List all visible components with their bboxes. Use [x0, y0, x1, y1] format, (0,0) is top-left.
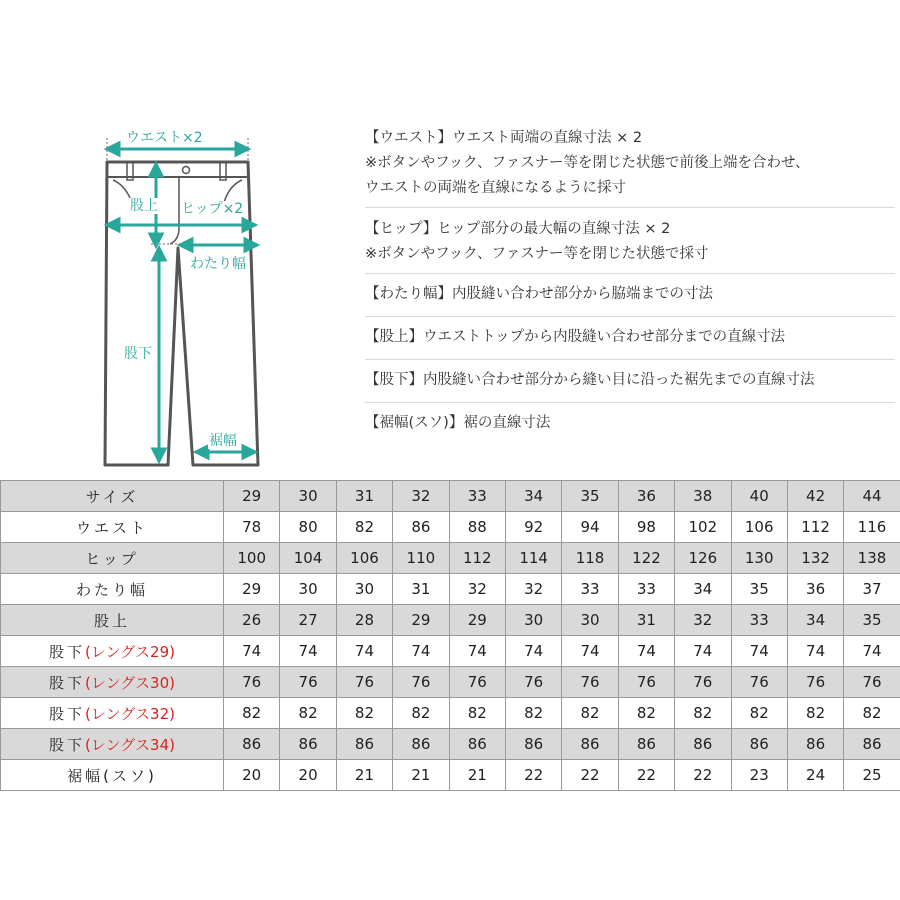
- size-table: [0, 480, 900, 791]
- table-cell: 34: [675, 574, 731, 605]
- table-cell: 106: [336, 543, 392, 574]
- row-label-cell: [1, 698, 224, 729]
- table-cell: 74: [224, 636, 280, 667]
- table-cell: 37: [844, 574, 900, 605]
- table-cell: 102: [675, 512, 731, 543]
- size-header-cell: 44: [844, 481, 900, 512]
- table-row: [1, 729, 900, 760]
- table-cell: 110: [393, 543, 449, 574]
- description-waist: [365, 122, 895, 208]
- table-cell: 132: [787, 543, 843, 574]
- table-row: [1, 605, 900, 636]
- description-hip: [365, 208, 895, 274]
- table-cell: 28: [336, 605, 392, 636]
- hip-arrowhead-right: [243, 219, 255, 231]
- table-cell: 21: [393, 760, 449, 791]
- size-header-cell: 35: [562, 481, 618, 512]
- row-label: 股下: [49, 704, 86, 723]
- table-cell: 29: [449, 605, 505, 636]
- table-cell: 82: [336, 512, 392, 543]
- table-cell: 74: [787, 636, 843, 667]
- table-cell: 33: [618, 574, 674, 605]
- table-cell: 76: [731, 667, 787, 698]
- table-cell: 31: [393, 574, 449, 605]
- table-cell: 94: [562, 512, 618, 543]
- table-cell: 76: [505, 667, 561, 698]
- size-header-cell: 32: [393, 481, 449, 512]
- size-header-cell: 33: [449, 481, 505, 512]
- row-label: 股下: [49, 673, 86, 692]
- pants-illustration: [85, 120, 285, 480]
- table-row: [1, 760, 900, 791]
- table-cell: 82: [336, 698, 392, 729]
- row-label-cell: [1, 667, 224, 698]
- table-cell: 76: [336, 667, 392, 698]
- table-cell: 76: [618, 667, 674, 698]
- table-cell: 82: [393, 698, 449, 729]
- row-label-cell: [1, 729, 224, 760]
- table-cell: 114: [505, 543, 561, 574]
- table-row: [1, 698, 900, 729]
- table-cell: 82: [449, 698, 505, 729]
- table-cell: 76: [675, 667, 731, 698]
- row-length-note: (レングス29): [85, 642, 175, 661]
- row-label-cell: [1, 636, 224, 667]
- table-cell: 34: [787, 605, 843, 636]
- table-row: [1, 543, 900, 574]
- table-cell: 32: [675, 605, 731, 636]
- table-cell: 30: [336, 574, 392, 605]
- table-row: [1, 574, 900, 605]
- table-cell: 74: [618, 636, 674, 667]
- row-label: ヒップ: [85, 549, 139, 568]
- row-length-note: (レングス30): [85, 673, 175, 692]
- table-cell: 82: [280, 698, 336, 729]
- table-cell: 76: [562, 667, 618, 698]
- table-cell: 20: [224, 760, 280, 791]
- table-cell: 27: [280, 605, 336, 636]
- table-cell: 21: [449, 760, 505, 791]
- table-cell: 130: [731, 543, 787, 574]
- table-cell: 33: [562, 574, 618, 605]
- table-cell: 86: [280, 729, 336, 760]
- waist-label: ウエスト×2: [126, 130, 203, 146]
- table-cell: 126: [675, 543, 731, 574]
- description-rise: [365, 317, 895, 360]
- table-cell: 82: [844, 698, 900, 729]
- table-cell: 86: [449, 729, 505, 760]
- table-cell: 23: [731, 760, 787, 791]
- table-cell: 74: [562, 636, 618, 667]
- table-cell: 20: [280, 760, 336, 791]
- size-header-cell: 30: [280, 481, 336, 512]
- table-cell: 25: [844, 760, 900, 791]
- thigh-arrowhead-right: [245, 239, 257, 251]
- table-cell: 98: [618, 512, 674, 543]
- table-cell: 76: [449, 667, 505, 698]
- measurement-descriptions: [365, 122, 895, 442]
- description-line: 【ヒップ】ヒップ部分の最大幅の直線寸法 × 2: [365, 221, 671, 237]
- inseam-label: 股下: [124, 346, 152, 362]
- size-header-cell: 40: [731, 481, 787, 512]
- table-cell: 86: [618, 729, 674, 760]
- row-length-note: (レングス32): [85, 704, 175, 723]
- table-cell: 112: [787, 512, 843, 543]
- table-cell: 86: [393, 729, 449, 760]
- table-cell: 33: [731, 605, 787, 636]
- table-row: [1, 667, 900, 698]
- row-length-note: (レングス34): [85, 735, 175, 754]
- table-cell: 22: [675, 760, 731, 791]
- pants-measurement-diagram: [85, 120, 285, 480]
- table-cell: 35: [731, 574, 787, 605]
- table-cell: 32: [449, 574, 505, 605]
- table-cell: 30: [562, 605, 618, 636]
- table-cell: 74: [731, 636, 787, 667]
- table-cell: 74: [449, 636, 505, 667]
- table-cell: 82: [505, 698, 561, 729]
- table-cell: 74: [280, 636, 336, 667]
- table-cell: 86: [393, 512, 449, 543]
- table-cell: 22: [505, 760, 561, 791]
- size-header-cell: 29: [224, 481, 280, 512]
- table-cell: 88: [449, 512, 505, 543]
- row-label-cell: [1, 760, 224, 791]
- table-cell: 24: [787, 760, 843, 791]
- waist-arrowhead-right: [236, 143, 248, 155]
- table-cell: 112: [449, 543, 505, 574]
- size-header-cell: 38: [675, 481, 731, 512]
- table-cell: 86: [336, 729, 392, 760]
- table-cell: 82: [224, 698, 280, 729]
- table-cell: 82: [618, 698, 674, 729]
- waist-arrowhead-left: [107, 143, 119, 155]
- rise-label: 股上: [130, 198, 158, 214]
- table-cell: 32: [505, 574, 561, 605]
- table-cell: 82: [787, 698, 843, 729]
- table-cell: 76: [280, 667, 336, 698]
- table-cell: 80: [280, 512, 336, 543]
- table-cell: 138: [844, 543, 900, 574]
- table-cell: 118: [562, 543, 618, 574]
- description-line: ※ボタンやフック、ファスナー等を閉じた状態で採寸: [365, 246, 709, 262]
- table-header-label: サイズ: [1, 481, 224, 512]
- row-label: ウエスト: [75, 518, 148, 537]
- table-cell: 86: [731, 729, 787, 760]
- description-line: ウエストの両端を直線になるように採寸: [365, 180, 626, 196]
- row-label-cell: [1, 574, 224, 605]
- table-cell: 74: [505, 636, 561, 667]
- table-cell: 26: [224, 605, 280, 636]
- row-label-cell: [1, 605, 224, 636]
- table-cell: 86: [787, 729, 843, 760]
- table-cell: 104: [280, 543, 336, 574]
- table-cell: 76: [844, 667, 900, 698]
- description-line: 【股下】内股縫い合わせ部分から縫い目に沿った裾先までの直線寸法: [365, 372, 815, 388]
- table-header-row: [1, 481, 900, 512]
- table-cell: 29: [224, 574, 280, 605]
- thigh-label: わたり幅: [190, 256, 246, 272]
- size-header-cell: 31: [336, 481, 392, 512]
- table-cell: 116: [844, 512, 900, 543]
- table-cell: 21: [336, 760, 392, 791]
- description-line: 【股上】ウエストトップから内股縫い合わせ部分までの直線寸法: [365, 329, 786, 345]
- description-line: 【ウエスト】ウエスト両端の直線寸法 × 2: [365, 130, 643, 146]
- hip-label: ヒップ×2: [181, 201, 244, 217]
- table-cell: 74: [336, 636, 392, 667]
- table-cell: 30: [280, 574, 336, 605]
- table-cell: 22: [562, 760, 618, 791]
- size-header-cell: 42: [787, 481, 843, 512]
- table-row: [1, 512, 900, 543]
- table-cell: 76: [224, 667, 280, 698]
- table-cell: 82: [675, 698, 731, 729]
- size-header-cell: 36: [618, 481, 674, 512]
- table-cell: 29: [393, 605, 449, 636]
- table-cell: 82: [562, 698, 618, 729]
- table-cell: 74: [675, 636, 731, 667]
- hem-label: 裾幅: [209, 433, 237, 449]
- table-cell: 35: [844, 605, 900, 636]
- table-cell: 74: [844, 636, 900, 667]
- table-cell: 86: [562, 729, 618, 760]
- description-line: 【裾幅(スソ)】裾の直線寸法: [365, 415, 551, 431]
- table-cell: 36: [787, 574, 843, 605]
- table-cell: 100: [224, 543, 280, 574]
- description-line: ※ボタンやフック、ファスナー等を閉じた状態で前後上端を合わせ、: [365, 155, 810, 171]
- table-cell: 86: [505, 729, 561, 760]
- row-label: 股上: [93, 611, 130, 630]
- row-label-cell: [1, 512, 224, 543]
- table-cell: 122: [618, 543, 674, 574]
- row-label: 股下: [49, 642, 86, 661]
- row-label: 股下: [49, 735, 86, 754]
- description-line: 【わたり幅】内股縫い合わせ部分から脇端までの寸法: [365, 286, 713, 302]
- description-hem: [365, 403, 895, 442]
- table-row: [1, 636, 900, 667]
- table-cell: 78: [224, 512, 280, 543]
- description-thigh: [365, 274, 895, 317]
- table-cell: 76: [787, 667, 843, 698]
- table-cell: 74: [393, 636, 449, 667]
- row-label: わたり幅: [75, 580, 148, 599]
- size-header-cell: 34: [505, 481, 561, 512]
- table-cell: 76: [393, 667, 449, 698]
- table-cell: 31: [618, 605, 674, 636]
- table-cell: 86: [844, 729, 900, 760]
- table-cell: 86: [224, 729, 280, 760]
- row-label-cell: [1, 543, 224, 574]
- table-cell: 106: [731, 512, 787, 543]
- row-label: 裾幅(スソ): [67, 766, 157, 785]
- table-cell: 30: [505, 605, 561, 636]
- table-body: [1, 512, 900, 791]
- table-cell: 86: [675, 729, 731, 760]
- table-cell: 22: [618, 760, 674, 791]
- table-cell: 92: [505, 512, 561, 543]
- description-inseam: [365, 360, 895, 403]
- table-cell: 82: [731, 698, 787, 729]
